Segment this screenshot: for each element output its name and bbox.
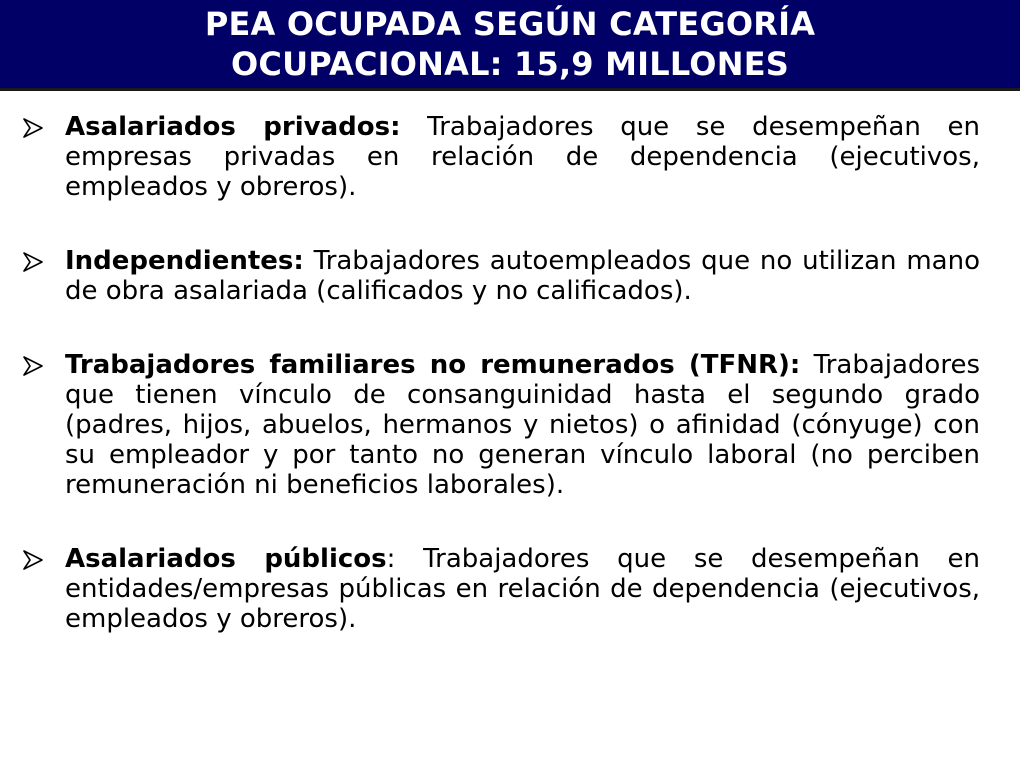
arrowhead-bullet-icon: [22, 356, 44, 376]
list-item-term: Asalariados privados:: [65, 112, 401, 142]
list-item-term: Trabajadores familiares no remunerados (TFNR):: [65, 350, 801, 380]
list-item-description: Trabajadores que se desempeñan en empresas privadas en relación de dependencia (ejecutivos, empleados y obreros).: [65, 112, 980, 202]
list-item-text: [65, 544, 980, 634]
list-item: [22, 246, 980, 306]
list-item-text: [65, 246, 980, 306]
arrowhead-bullet-icon: [22, 118, 44, 138]
title-line-2: OCUPACIONAL: 15,9 MILLONES: [231, 45, 789, 83]
list-item: [22, 112, 980, 202]
arrowhead-bullet-icon: [22, 252, 44, 272]
category-list: [22, 112, 980, 678]
list-item-description: Trabajadores que se desempeñan en entidades/empresas públicas en relación de dependencia (ejecutivos, empleados y obreros).: [65, 544, 980, 634]
list-item-separator: :: [386, 544, 396, 574]
list-item-term: Asalariados públicos: [65, 544, 387, 574]
list-item: [22, 350, 980, 500]
arrowhead-bullet-icon: [22, 550, 44, 570]
title-line-1: PEA OCUPADA SEGÚN CATEGORÍA: [204, 5, 816, 43]
list-item-term: Independientes:: [65, 246, 304, 276]
list-item: [22, 544, 980, 634]
list-item-description: Trabajadores autoempleados que no utilizan mano de obra asalariada (calificados y no calificados).: [65, 246, 980, 306]
list-item-text: [65, 350, 980, 500]
title-banner: [0, 0, 1020, 91]
list-item-text: [65, 112, 980, 202]
list-item-description: Trabajadores que tienen vínculo de consanguinidad hasta el segundo grado (padres, hijos, abuelos, hermanos y nietos) o afinidad (cónyuge) con su empleador y por tanto no generan vínculo laboral (no perciben remuneración ni beneficios laborales).: [65, 350, 980, 500]
